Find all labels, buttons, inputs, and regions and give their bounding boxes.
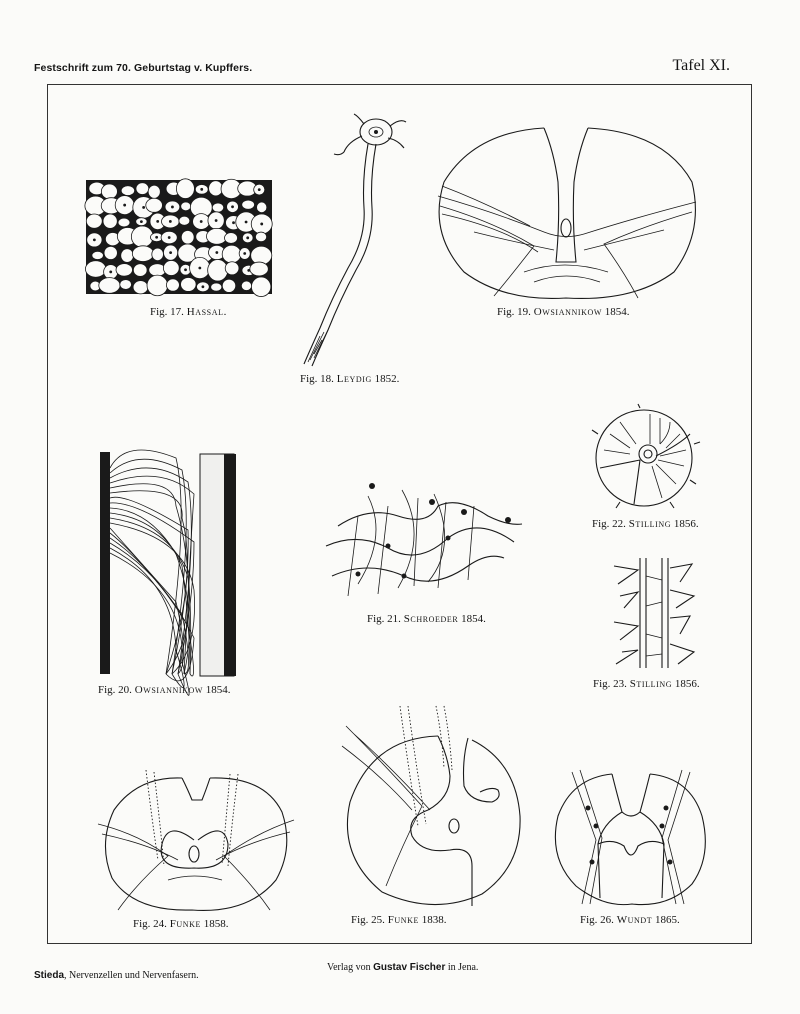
figure-20-caption: Fig. 20. Owsiannikow 1854. xyxy=(98,684,231,696)
figure-21-drawing xyxy=(318,476,530,606)
figure-24-caption: Fig. 24. Funke 1858. xyxy=(133,918,229,930)
figure-18-caption: Fig. 18. Leydig 1852. xyxy=(300,373,400,385)
figure-19-drawing xyxy=(434,122,698,302)
figure-26-caption: Fig. 26. Wundt 1865. xyxy=(580,914,680,926)
figure-22-drawing xyxy=(590,404,700,512)
figure-22-caption: Fig. 22. Stilling 1856. xyxy=(592,518,699,530)
figure-25-drawing xyxy=(342,706,526,906)
figure-18-drawing xyxy=(292,108,412,368)
figure-20-drawing xyxy=(96,448,246,676)
footer-author-title: Stieda, Nervenzellen und Nervenfasern. xyxy=(34,970,199,981)
figure-23-drawing xyxy=(610,556,698,670)
figure-21-caption: Fig. 21. Schroeder 1854. xyxy=(367,613,486,625)
figure-23-caption: Fig. 23. Stilling 1856. xyxy=(593,678,700,690)
figure-19-caption: Fig. 19. Owsiannikow 1854. xyxy=(497,306,630,318)
figure-26-drawing xyxy=(552,768,710,908)
figure-17-drawing xyxy=(86,180,272,294)
plate-number: Tafel XI. xyxy=(672,57,730,74)
figure-25-caption: Fig. 25. Funke 1838. xyxy=(351,914,447,926)
plate-header-title: Festschrift zum 70. Geburtstag v. Kupffers. xyxy=(34,62,253,74)
footer-publisher: Verlag von Gustav Fischer in Jena. xyxy=(327,962,479,973)
figure-24-drawing xyxy=(98,760,296,916)
figure-17-caption: Fig. 17. Hassal. xyxy=(150,306,227,318)
